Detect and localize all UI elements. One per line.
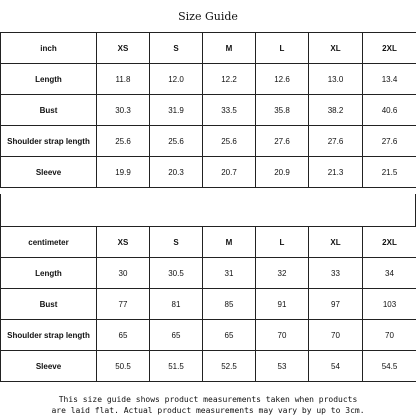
size-header: S [150,33,203,64]
table-cell: 11.8 [97,64,150,95]
table-header-row [1,33,416,64]
table-cell: 33.5 [203,95,256,126]
table-row [1,351,416,382]
row-label: Sleeve [1,351,97,382]
page-title: Size Guide [178,9,238,23]
table-cell: 30.5 [150,258,203,289]
table-cell: 65 [203,320,256,351]
table-cell: 20.3 [150,157,203,188]
table-cell: 65 [150,320,203,351]
row-label: Sleeve [1,157,97,188]
table-cell: 20.7 [203,157,256,188]
table-cell: 25.6 [97,126,150,157]
size-header: 2XL [363,33,416,64]
table-row [1,320,416,351]
size-header: S [150,227,203,258]
row-label: Length [1,64,97,95]
table-cell: 32 [256,258,309,289]
table-cell: 13.0 [309,64,363,95]
unit-label: centimeter [1,227,97,258]
table-cell: 20.9 [256,157,309,188]
note-line: This size guide shows product measurements taken when products [58,395,358,404]
table-cell: 77 [97,289,150,320]
table-cell: 53 [256,351,309,382]
table-cell: 81 [150,289,203,320]
table-cell: 21.5 [363,157,416,188]
table-cell: 19.9 [97,157,150,188]
centimeter-size-table [0,226,416,382]
size-header: L [256,33,309,64]
size-header: XL [309,33,363,64]
table-row [1,157,416,188]
table-cell: 51.5 [150,351,203,382]
table-row [1,289,416,320]
table-row [1,126,416,157]
table-cell: 38.2 [309,95,363,126]
row-label: Shoulder strap length [1,126,97,157]
note-line: are laid flat. Actual product measurements may vary by up to 3cm. [51,406,365,415]
size-header: XS [97,227,150,258]
row-label: Bust [1,289,97,320]
table-cell: 27.6 [309,126,363,157]
row-label: Shoulder strap length [1,320,97,351]
table-cell: 50.5 [97,351,150,382]
table-spacer [0,194,416,226]
size-header: 2XL [363,227,416,258]
table-row [1,64,416,95]
table-cell: 54 [309,351,363,382]
table-cell: 85 [203,289,256,320]
table-cell: 65 [97,320,150,351]
table-row [1,95,416,126]
size-header: XL [309,227,363,258]
measurement-note [0,388,416,420]
table-cell: 12.0 [150,64,203,95]
table-row [1,258,416,289]
table-cell: 91 [256,289,309,320]
table-cell: 12.6 [256,64,309,95]
table-cell: 12.2 [203,64,256,95]
size-header: M [203,227,256,258]
table-cell: 70 [309,320,363,351]
table-cell: 35.8 [256,95,309,126]
table-cell: 70 [363,320,416,351]
table-cell: 27.6 [363,126,416,157]
table-cell: 31.9 [150,95,203,126]
table-cell: 54.5 [363,351,416,382]
size-header: M [203,33,256,64]
table-cell: 13.4 [363,64,416,95]
table-cell: 97 [309,289,363,320]
row-label: Bust [1,95,97,126]
size-header: XS [97,33,150,64]
size-header: L [256,227,309,258]
table-cell: 103 [363,289,416,320]
table-cell: 25.6 [203,126,256,157]
table-cell: 52.5 [203,351,256,382]
table-cell: 30 [97,258,150,289]
inch-size-table [0,32,416,188]
table-cell: 25.6 [150,126,203,157]
row-label: Length [1,258,97,289]
table-cell: 40.6 [363,95,416,126]
table-cell: 34 [363,258,416,289]
table-cell: 21.3 [309,157,363,188]
table-cell: 70 [256,320,309,351]
table-cell: 31 [203,258,256,289]
table-cell: 27.6 [256,126,309,157]
table-header-row [1,227,416,258]
table-cell: 33 [309,258,363,289]
unit-label: inch [1,33,97,64]
table-cell: 30.3 [97,95,150,126]
